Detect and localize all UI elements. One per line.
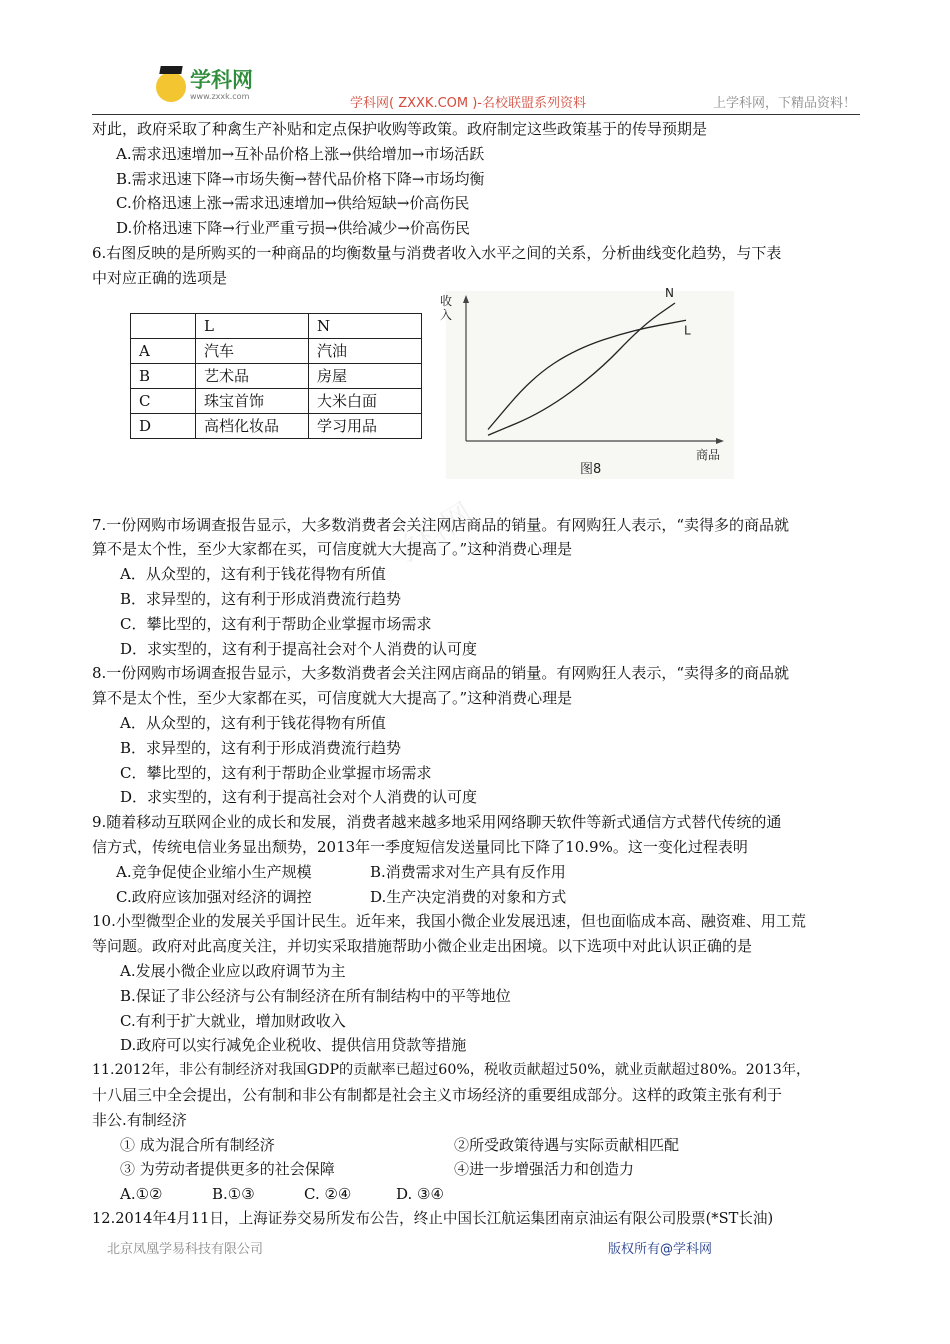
table-cell: 汽车 (196, 338, 309, 363)
q9-options-row1 (92, 860, 860, 885)
footer-company: 北京凤凰学易科技有限公司 (107, 1242, 264, 1257)
table-cell: C (131, 388, 196, 413)
table-header-cell (131, 313, 196, 338)
table-cell: 房屋 (309, 363, 422, 388)
q9-option-c: C.政府应该加强对经济的调控 (116, 887, 312, 906)
q7-option-d: D．求实型的，这有利于提高社会对个人消费的认可度 (120, 639, 478, 658)
q11-items-row2 (92, 1157, 860, 1182)
q6-figure-block (92, 285, 860, 513)
q5-option-c: C.价格迅速上涨→需求迅速增加→供给短缺→价高伤民 (116, 194, 470, 213)
logo-url: www.zxxk.com (190, 92, 250, 101)
q5-option-b: B.需求迅速下降→市场失衡→替代品价格下降→市场均衡 (116, 169, 485, 188)
table-cell: 汽油 (309, 338, 422, 363)
header-center-text: 学科网( ZXXK.COM )-名校联盟系列资料 (350, 96, 586, 111)
q9-options-row2 (92, 885, 860, 910)
q7-option-c: C．攀比型的，这有利于帮助企业掌握市场需求 (120, 614, 432, 633)
x-axis-label: 商品 (696, 447, 721, 462)
q11-stem-line1: 11.2012年，非公有制经济对我国GDP的贡献率已超过60%，税收贡献超过50%，就业贡献超过80%。2013年， (92, 1062, 811, 1079)
document-body (92, 117, 860, 1232)
logo-name: 学科网 (190, 68, 253, 92)
q10-option-a: A.发展小微企业应以政府调节为主 (120, 961, 346, 980)
q9-option-d: D.生产决定消费的对象和方式 (370, 887, 567, 906)
y-axis-arrow-icon (463, 295, 469, 303)
table-cell: B (131, 363, 196, 388)
q6-stem-line1: 6.右图反映的是所购买的一种商品的均衡数量与消费者收入水平之间的关系，分析曲线变化趋势，与下表 (92, 243, 782, 262)
series-curve-N (488, 303, 675, 435)
q10-option-d: D.政府可以实行减免企业税收、提供信用贷款等措施 (120, 1036, 467, 1055)
series-label-N: N (665, 285, 674, 300)
q11-answer-c: C. ②④ (304, 1185, 352, 1204)
q11-stem-line2: 十八届三中全会提出，公有制和非公有制都是社会主义市场经济的重要组成部分。这样的政策主张有利于 (92, 1085, 783, 1104)
q11-item-3: ③ 为劳动者提供更多的社会保障 (120, 1160, 335, 1179)
q9-option-b: B.消费需求对生产具有反作用 (370, 862, 566, 881)
table-cell: 珠宝首饰 (196, 388, 309, 413)
q11-item-2: ②所受政策待遇与实际贡献相匹配 (454, 1135, 680, 1154)
site-logo[interactable] (156, 68, 253, 110)
q11-item-1: ① 成为混合所有制经济 (120, 1135, 275, 1154)
q8-option-d: D．求实型的，这有利于提高社会对个人消费的认可度 (120, 788, 478, 807)
q5-option-d: D.价格迅速下降→行业严重亏损→供给减少→价高伤民 (116, 219, 470, 238)
q11-answer-a: A.①② (120, 1185, 163, 1204)
logo-mascot-icon (156, 72, 186, 102)
q10-option-b: B.保证了非公经济与公有制经济在所有制结构中的平等地位 (120, 986, 511, 1005)
q8-option-c: C．攀比型的，这有利于帮助企业掌握市场需求 (120, 763, 432, 782)
y-axis-label: 收入 (440, 293, 453, 322)
q11-item-4: ④进一步增强活力和创造力 (454, 1160, 635, 1179)
q5-option-a: A.需求迅速增加→互补品价格上涨→供给增加→市场活跃 (116, 144, 485, 163)
table-cell: 高档化妆品 (196, 413, 309, 438)
q6-table (130, 313, 422, 439)
table-cell: 大米白面 (309, 388, 422, 413)
q8-stem-line1: 8.一份网购市场调查报告显示，大多数消费者会关注网店商品的销量。有网购狂人表示，“卖得多的商品就 (92, 664, 789, 683)
q6-stem-line2: 中对应正确的选项是 (92, 268, 228, 287)
x-axis-arrow-icon (716, 438, 724, 444)
q12-stem-line1: 12.2014年4月11日，上海证券交易所发布公告，终止中国长江航运集团南京油运有限公司股票(*ST长油) (92, 1209, 774, 1227)
chart-title: 图8 (580, 461, 602, 477)
q7-option-a: A．从众型的，这有利于钱花得物有所值 (120, 565, 386, 584)
q10-stem-line2: 等问题。政府对此高度关注，并切实采取措施帮助小微企业走出困境。以下选项中对此认识正确的是 (92, 937, 753, 956)
q9-stem-line1: 9.随着移动互联网企业的成长和发展，消费者越来越多地采用网络聊天软件等新式通信方式替代传统的通 (92, 813, 782, 832)
table-row (131, 413, 422, 438)
series-curve-L (488, 320, 686, 429)
q9-option-a: A.竞争促使企业缩小生产规模 (116, 862, 312, 881)
q11-answer-d: D. ③④ (396, 1185, 444, 1204)
q11-stem-line3: 非公.有制经济 (92, 1110, 187, 1129)
q10-stem-line1: 10.小型微型企业的发展关乎国计民生。近年来，我国小微企业发展迅速，但也面临成本高、融资难、用工荒 (92, 912, 806, 931)
q9-stem-line2: 信方式，传统电信业务显出颓势，2013年一季度短信发送量同比下降了10.9%。这一变化过程表明 (92, 837, 748, 856)
series-label-L: L (684, 322, 691, 337)
q11-answer-b: B.①③ (212, 1185, 255, 1204)
q8-option-a: A．从众型的，这有利于钱花得物有所值 (120, 713, 386, 732)
table-cell: A (131, 338, 196, 363)
chart-svg (440, 285, 734, 479)
watermark: 学科网 (384, 496, 480, 574)
table-cell: D (131, 413, 196, 438)
q11-answers-row (92, 1182, 860, 1207)
q8-stem-line2: 算不是太个性，至少大家都在买，可信度就大大提高了。”这种消费心理是 (92, 689, 573, 708)
table-header-cell: L (196, 313, 309, 338)
table-row (131, 338, 422, 363)
footer-copyright[interactable]: 版权所有@学科网 (608, 1242, 713, 1257)
q7-option-b: B．求异型的，这有利于形成消费流行趋势 (120, 589, 402, 608)
series-layer (488, 286, 691, 435)
q11-items-row1 (92, 1133, 860, 1158)
table-cell: 学习用品 (309, 413, 422, 438)
table-row (131, 388, 422, 413)
table-header-cell: N (309, 313, 422, 338)
q8-option-b: B．求异型的，这有利于形成消费流行趋势 (120, 738, 402, 757)
table-row (131, 363, 422, 388)
q10-option-c: C.有利于扩大就业，增加财政收入 (120, 1011, 346, 1030)
header-right-text: 上学科网，下精品资料！ (712, 96, 856, 111)
page-header (92, 64, 860, 115)
q5-stem: 对此，政府采取了种禽生产补贴和定点保护收购等政策。政府制定这些政策基于的传导预期是 (92, 120, 708, 138)
figure-8-chart (440, 285, 734, 479)
q7-stem-line1: 7.一份网购市场调查报告显示，大多数消费者会关注网店商品的销量。有网购狂人表示，“卖得多的商品就 (92, 515, 789, 534)
q7-stem-line2: 算不是太个性，至少大家都在买，可信度就大大提高了。”这种消费心理是 (92, 540, 573, 559)
table-cell: 艺术品 (196, 363, 309, 388)
table-row (131, 313, 422, 338)
